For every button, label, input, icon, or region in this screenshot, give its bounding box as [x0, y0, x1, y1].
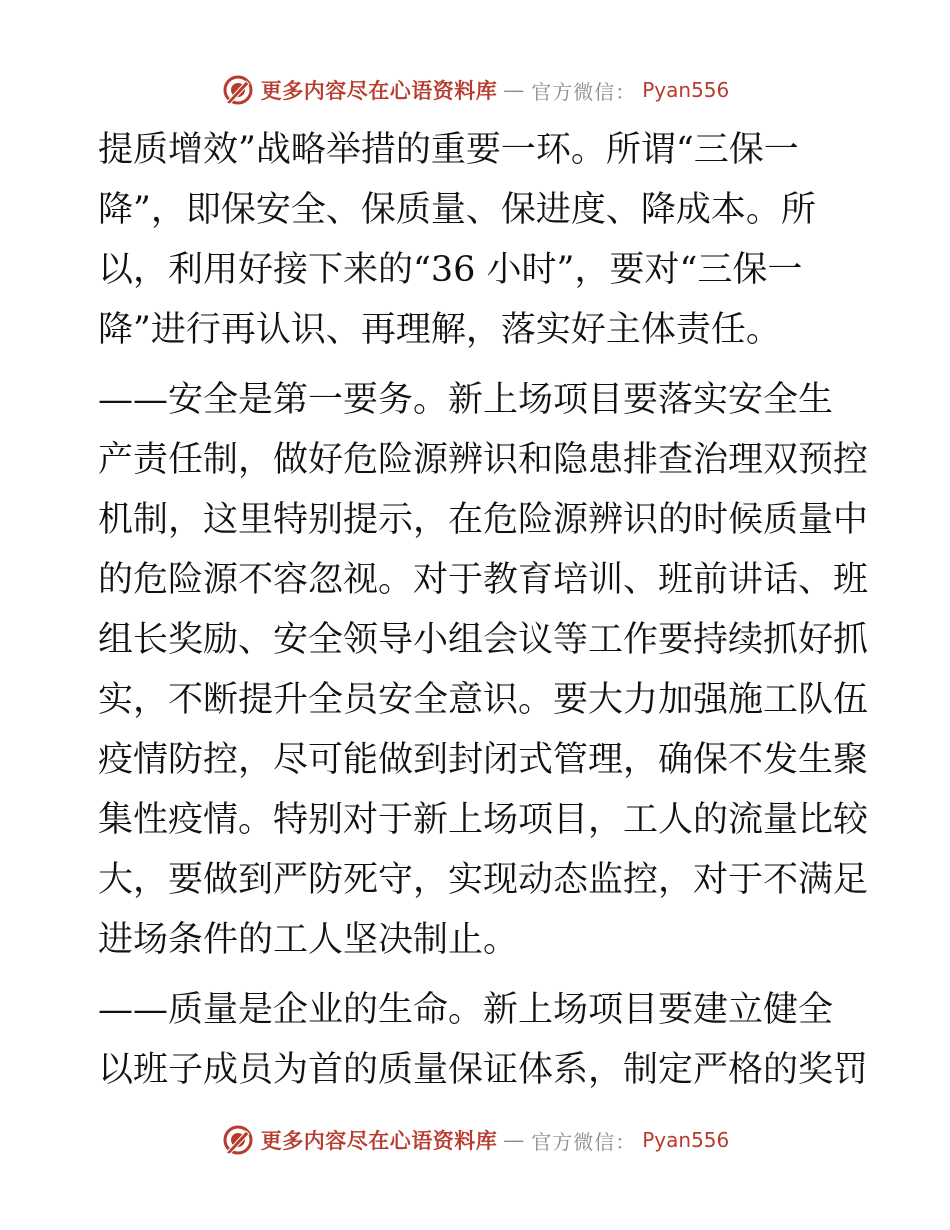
text-line: 提质增效”战略举措的重要一环。所谓“三保一: [98, 130, 799, 170]
text-line: 实，不断提升全员安全意识。要大力加强施工队伍: [98, 680, 869, 720]
watermark-text-contact: 官方微信：: [531, 1129, 637, 1154]
watermark-dash: —: [503, 78, 526, 102]
text-line: 疫情防控，尽可能做到封闭式管理，确保不发生聚: [98, 740, 869, 780]
document-body: [98, 120, 869, 1100]
text-line: 机制，这里特别提示，在危险源辨识的时候质量中: [98, 500, 869, 540]
text-line: 以班子成员为首的质量保证体系，制定严格的奖罚: [98, 1050, 869, 1090]
paragraph: [98, 980, 869, 1100]
text-line: ——安全是第一要务。新上场项目要落实安全生: [98, 380, 834, 420]
text-line: 大，要做到严防死守，实现动态监控，对于不满足: [98, 860, 869, 900]
text-line: 产责任制，做好危险源辨识和隐患排查治理双预控: [98, 440, 869, 480]
watermark-wechat-id: Pyan556: [642, 1128, 730, 1152]
paragraph: [98, 370, 869, 970]
text-line: 进场条件的工人坚决制止。: [98, 920, 519, 960]
watermark-wechat-id: Pyan556: [642, 78, 730, 102]
header-watermark: [0, 70, 950, 110]
quill-logo-icon: [221, 73, 255, 107]
watermark-text-contact: 官方微信：: [531, 79, 637, 104]
watermark-dash: —: [503, 1128, 526, 1152]
text-line: ——质量是企业的生命。新上场项目要建立健全: [98, 990, 834, 1030]
text-line: 降”，即保安全、保质量、保进度、降成本。所: [98, 190, 816, 230]
paragraph: [98, 120, 850, 360]
watermark-text-main: 更多内容尽在心语资料库: [260, 1128, 498, 1153]
text-line: 组长奖励、安全领导小组会议等工作要持续抓好抓: [98, 620, 869, 660]
text-line: 降”进行再认识、再理解，落实好主体责任。: [98, 310, 781, 350]
text-line: 的危险源不容忽视。对于教育培训、班前讲话、班: [98, 560, 869, 600]
text-line: 以，利用好接下来的“36 小时”，要对“三保一: [98, 250, 803, 290]
quill-logo-icon: [221, 1123, 255, 1157]
footer-watermark: [0, 1120, 950, 1160]
watermark-text-main: 更多内容尽在心语资料库: [260, 78, 498, 103]
text-line: 集性疫情。特别对于新上场项目，工人的流量比较: [98, 800, 869, 840]
